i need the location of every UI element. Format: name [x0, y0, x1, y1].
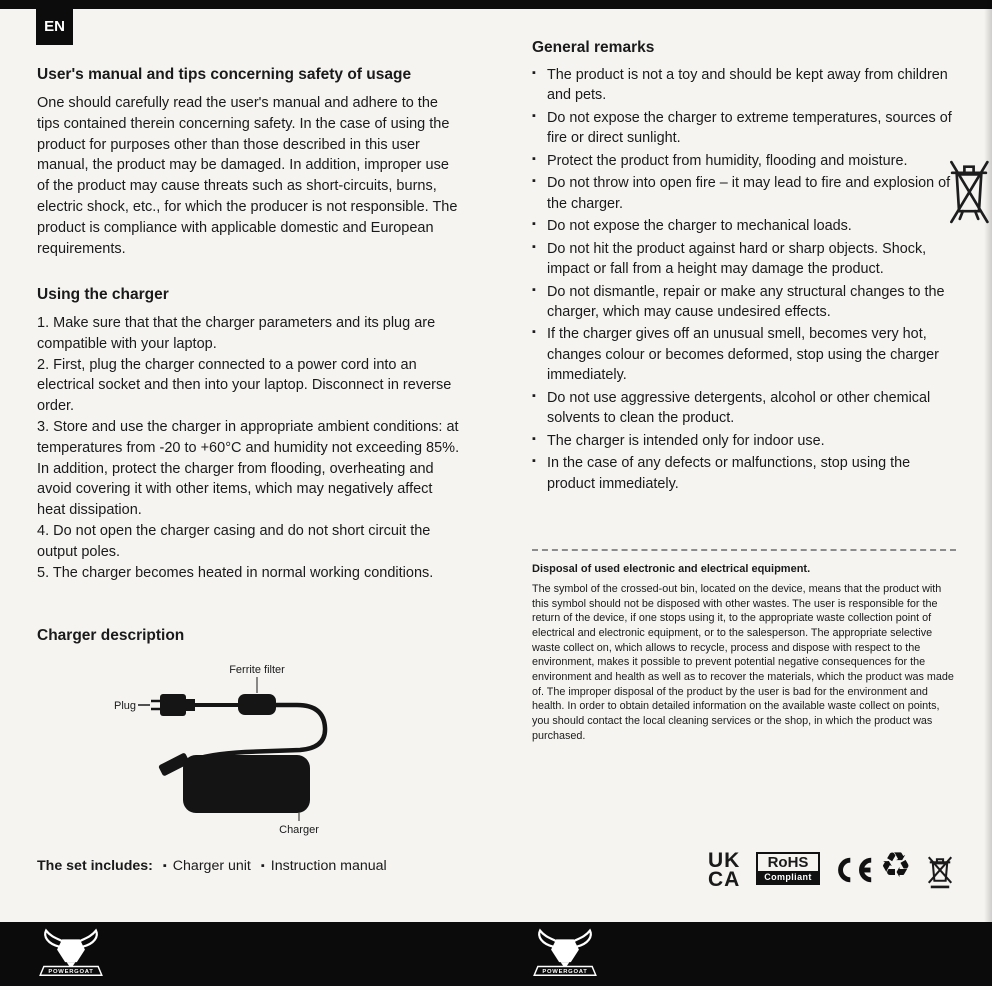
diagram-label-plug: Plug	[113, 700, 137, 712]
remark-item: ▪ Do not throw into open fire – it may lead to fire and explosion of the charger.	[532, 173, 956, 214]
safety-section-body: One should carefully read the user's manual and adhere to the tips contained therein concerning safety. In the case of using the product for purposes other than those described in this user manual, the product may be damaged. In addition, improper use of the product may cause threats such as short-circuits, burns, electric shock, etc., for which the producer is not responsible. The product is compliance with applicable domestic and European requirements.	[37, 95, 458, 257]
disposal-body: The symbol of the crossed-out bin, located on the device, means that the product with this symbol should not be disposed with other wastes. The user is responsible for the return of the device, if one stops using it, to the appropriate waste collection point of electrical and electronic equipment, or to the salesperson. The appropriate selective waste collect on, which allows to recycle, process and dispose with respect to the environment, makes it possible to prevent potential negative consequences for the environment and health as well as to recover the materials, which the product was made of. The improper disposal of the product by the user is bad for the environment and health. In order to obtain detailed information on the available waste collect on points, you should contact the local cleaning services or the shop, in which the product was purchased.	[532, 583, 954, 742]
rohs-label: RoHS	[767, 854, 809, 871]
brand-logo-goat	[38, 928, 104, 980]
using-step: 5. The charger becomes heated in normal working conditions.	[37, 564, 434, 581]
set-item-label: Charger unit	[172, 858, 251, 874]
general-remarks-title: General remarks	[532, 39, 655, 56]
section-divider	[532, 549, 956, 551]
footer-bar	[0, 922, 992, 986]
set-item	[261, 858, 387, 874]
diagram-label-ferrite: Ferrite filter	[229, 664, 285, 676]
rohs-compliant-label: Compliant	[758, 871, 818, 883]
using-section-title: Using the charger	[37, 286, 169, 303]
diagram-label-charger: Charger	[279, 824, 319, 836]
weee-bin-small-icon	[924, 850, 956, 890]
recycling-icon: ♻	[880, 846, 912, 885]
brand-logo-text: POWERGOAT	[542, 969, 588, 976]
page-bottom-margin	[0, 986, 992, 990]
using-step: 1. Make sure that that the charger parameters and its plug are compatible with your laptop.	[37, 315, 436, 352]
remark-item: ▪ In the case of any defects or malfunctions, stop using the product immediately.	[532, 453, 956, 494]
set-includes-line	[37, 858, 461, 874]
set-item	[163, 858, 251, 874]
using-steps	[37, 313, 461, 583]
safety-section-title: User's manual and tips concerning safety of usage	[37, 66, 412, 83]
charger-description-title: Charger description	[37, 627, 185, 644]
general-remarks-list	[532, 65, 956, 496]
top-black-bar	[0, 0, 992, 9]
ce-mark-icon	[828, 855, 874, 885]
language-badge	[36, 8, 73, 45]
rohs-mark	[756, 852, 820, 885]
remark-item: ▪ Do not expose the charger to mechanical loads.	[532, 216, 956, 236]
charger-diagram	[95, 660, 375, 845]
brand-logo-goat	[532, 928, 598, 980]
remark-item: ▪ Do not expose the charger to extreme temperatures, sources of fire or direct sunlight.	[532, 108, 956, 149]
remark-item: ▪ If the charger gives off an unusual smell, becomes very hot, changes colour or becomes deformed, stop using the charger immediately.	[532, 324, 956, 385]
ukca-top: UK	[708, 849, 741, 872]
brand-logo-text: POWERGOAT	[48, 969, 94, 976]
using-step: 3. Store and use the charger in appropriate ambient conditions: at temperatures from -20 to +60°C and humidity not exceeding 85%. In addition, protect the charger from flooding, overheating and avoid covering it with other items, which may negatively affect heat dissipation.	[37, 418, 460, 519]
remark-item: ▪ Protect the product from humidity, flooding and moisture.	[532, 151, 956, 171]
remark-item: ▪ Do not hit the product against hard or sharp objects. Shock, impact or fall from a height may damage the product.	[532, 239, 956, 280]
using-step: 4. Do not open the charger casing and do not short circuit the output poles.	[37, 522, 431, 560]
remark-item: ▪ Do not dismantle, repair or make any structural changes to the charger, which may cause undesired effects.	[532, 282, 956, 323]
ukca-mark	[708, 851, 740, 890]
remark-item: ▪ The product is not a toy and should be kept away from children and pets.	[532, 65, 956, 106]
language-badge-label: EN	[44, 18, 65, 35]
disposal-title: Disposal of used electronic and electrical equipment.	[532, 563, 811, 575]
set-item-label: Instruction manual	[270, 858, 387, 874]
set-includes-label: The set includes:	[37, 858, 153, 874]
remark-item: ▪ Do not use aggressive detergents, alcohol or other chemical solvents to clean the product.	[532, 388, 956, 429]
ukca-bottom: CA	[708, 868, 741, 892]
using-step: 2. First, plug the charger connected to a power cord into an electrical socket and then into your laptop. Disconnect in reverse order.	[37, 356, 452, 415]
remark-item: ▪ The charger is intended only for indoor use.	[532, 431, 956, 451]
